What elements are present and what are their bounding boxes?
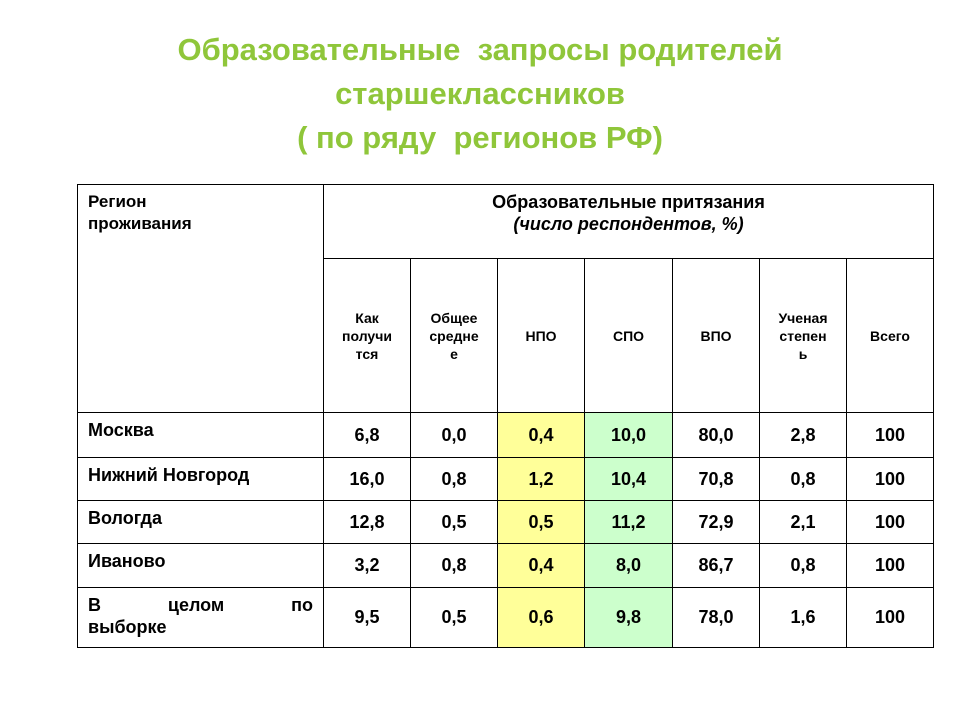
col-header-line: степен [779, 327, 827, 344]
cell-value: 9,5 [324, 588, 411, 648]
cell-value: 0,5 [411, 501, 498, 544]
cell-value: 86,7 [673, 544, 760, 588]
cell-value-npo: 0,4 [498, 544, 585, 588]
region-header-line-2: проживания [88, 214, 192, 233]
col-header-kak-poluchitsya [324, 259, 411, 413]
cell-value: 3,2 [324, 544, 411, 588]
cell-value-npo: 1,2 [498, 458, 585, 501]
cell-value: 100 [847, 588, 934, 648]
table-row-total [78, 588, 934, 648]
cell-value: 0,8 [411, 544, 498, 588]
cell-value-npo: 0,6 [498, 588, 585, 648]
cell-value-npo: 0,4 [498, 413, 585, 458]
col-header-line: получи [342, 327, 392, 344]
cell-value: 6,8 [324, 413, 411, 458]
col-header-line: ь [798, 345, 808, 362]
region-name-total [78, 588, 324, 648]
region-header-line-1: Регион [88, 192, 147, 211]
cell-value: 0,8 [411, 458, 498, 501]
table-row [78, 544, 934, 588]
cell-value: 0,0 [411, 413, 498, 458]
col-header-spo [585, 259, 673, 413]
table-row [78, 458, 934, 501]
cell-value: 70,8 [673, 458, 760, 501]
cell-value: 2,1 [760, 501, 847, 544]
region-header [78, 185, 324, 413]
cell-value: 16,0 [324, 458, 411, 501]
col-header-obshchee-srednee [411, 259, 498, 413]
table-row [78, 501, 934, 544]
col-header-line: НПО [525, 327, 557, 344]
cell-value: 12,8 [324, 501, 411, 544]
cell-value: 2,8 [760, 413, 847, 458]
region-name: Иваново [78, 544, 324, 588]
aspirations-title: Образовательные притязания [492, 192, 765, 212]
cell-value: 1,6 [760, 588, 847, 648]
region-name: Москва [78, 413, 324, 458]
cell-value: 0,5 [411, 588, 498, 648]
cell-value: 100 [847, 458, 934, 501]
cell-value: 72,9 [673, 501, 760, 544]
cell-value: 100 [847, 501, 934, 544]
col-header-line: Ученая [778, 309, 828, 326]
region-name: Вологда [78, 501, 324, 544]
cell-value-spo: 10,0 [585, 413, 673, 458]
cell-value-spo: 11,2 [585, 501, 673, 544]
table-row [78, 413, 934, 458]
page-title [0, 28, 960, 160]
col-header-line: Всего [870, 327, 910, 344]
col-header-line: средне [429, 327, 479, 344]
total-label-word: целом [167, 595, 225, 615]
aspirations-subtitle: (число респондентов, %) [513, 214, 744, 234]
col-header-line: СПО [612, 327, 645, 344]
cell-value-spo: 10,4 [585, 458, 673, 501]
col-header-line: ВПО [700, 327, 732, 344]
region-name: Нижний Новгород [78, 458, 324, 501]
col-header-line: Общее [430, 309, 478, 326]
col-header-vsego [847, 259, 934, 413]
cell-value-spo: 8,0 [585, 544, 673, 588]
col-header-line: е [450, 345, 458, 362]
title-line-2: старшеклассников [335, 76, 625, 111]
cell-value: 100 [847, 544, 934, 588]
survey-table [77, 184, 934, 648]
total-label-word: В [88, 595, 101, 615]
cell-value: 0,8 [760, 544, 847, 588]
col-header-vpo [673, 259, 760, 413]
cell-value: 78,0 [673, 588, 760, 648]
col-header-uchenaya-stepen [760, 259, 847, 413]
title-line-1: Образовательные запросы родителей [177, 32, 783, 67]
total-label-line-2: выборке [88, 617, 167, 637]
cell-value: 100 [847, 413, 934, 458]
cell-value: 0,8 [760, 458, 847, 501]
cell-value-npo: 0,5 [498, 501, 585, 544]
total-label-line-1 [88, 594, 313, 616]
cell-value: 80,0 [673, 413, 760, 458]
total-label-word: по [291, 595, 313, 615]
col-header-line: тся [355, 345, 379, 362]
col-header-npo [498, 259, 585, 413]
col-header-line: Как [355, 309, 379, 326]
title-line-3: ( по ряду регионов РФ) [297, 120, 663, 155]
aspirations-header [324, 185, 934, 259]
cell-value-spo: 9,8 [585, 588, 673, 648]
